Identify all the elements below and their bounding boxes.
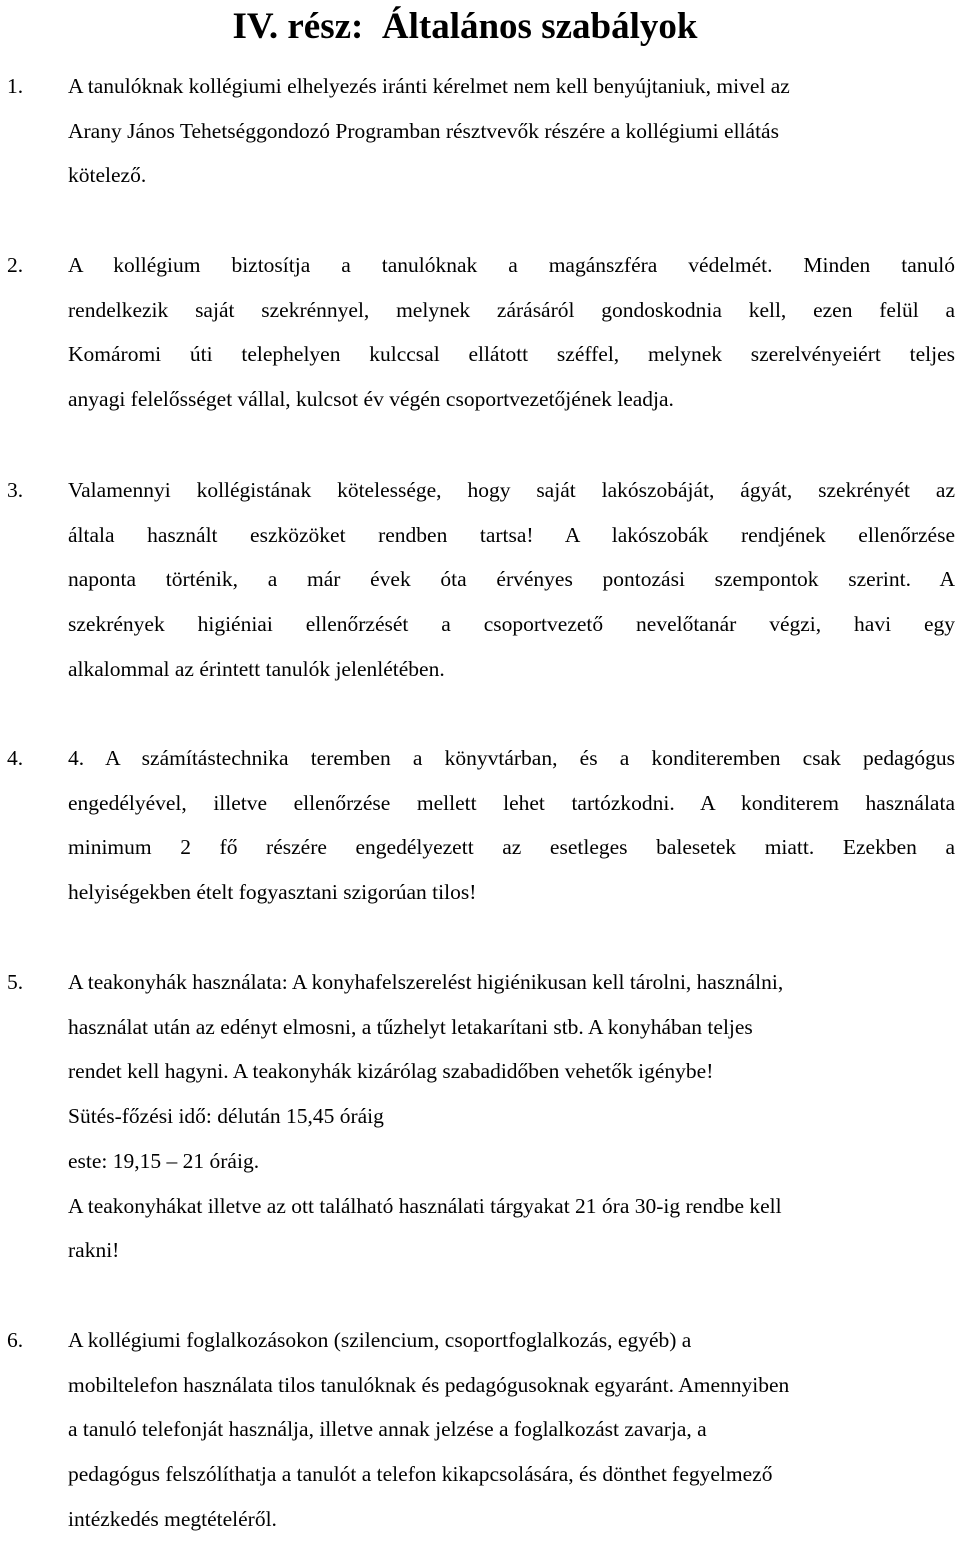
rule-line: naponta történik, a már évek óta érvényes pontozási szempontok szerint. A [68,567,955,592]
rule-line: minimum 2 fő részére engedélyezett az esetleges balesetek miatt. Ezekben a [68,835,955,860]
rule-line: alkalommal az érintett tanulók jelenlétében. [68,656,445,681]
rule-item-5 [7,960,955,1273]
rule-line: használat után az edényt elmosni, a tűzhelyt letakarítani stb. A konyhában teljes [68,1014,753,1039]
rule-number: 6. [7,1328,24,1352]
rule-line: A tanulóknak kollégiumi elhelyezés iránti kérelmet nem kell benyújtaniuk, mivel az [68,74,790,98]
rule-item-1 [7,64,955,198]
page-title: IV. rész: Általános szabályok [232,6,698,47]
rule-line: szekrények higiéniai ellenőrzését a csoportvezető nevelőtanár végzi, havi egy [68,612,955,637]
rule-line: engedélyével, illetve ellenőrzése mellett lehet tartózkodni. A konditerem használata [68,790,955,815]
rule-item-3 [7,468,955,692]
rule-line: Valamennyi kollégistának kötelessége, hogy saját lakószobáját, ágyát, szekrényét az [68,478,955,502]
rule-line: Komáromi úti telephelyen kulccsal ellátott széffel, melynek szerelvényeiért teljes [68,342,955,367]
rule-line: rendet kell hagyni. A teakonyhák kizárólag szabadidőben vehetők igénybe! [68,1059,714,1084]
rule-number: 1. [7,74,24,98]
rule-number: 3. [7,478,24,502]
rule-number: 2. [7,253,24,277]
rule-line: Arany János Tehetséggondozó Programban résztvevők részére a kollégiumi ellátás [68,118,779,143]
rule-line: mobiltelefon használata tilos tanulóknak és pedagógusoknak egyaránt. Amennyiben [68,1372,790,1397]
rule-line: rendelkezik saját szekrénnyel, melynek zárásáról gondoskodnia kell, ezen felül a [68,297,955,322]
rule-line: A teakonyhák használata: A konyhafelszerelést higiénikusan kell tárolni, használni, [68,970,784,994]
rule-line: kötelező. [68,163,147,188]
rule-line: A kollégiumi foglalkozásokon (szilencium, csoportfoglalkozás, egyéb) a [68,1328,692,1352]
rule-item-6 [7,1318,955,1542]
rule-line: este: 19,15 – 21 óráig. [68,1148,260,1173]
rule-item-4 [7,736,955,915]
rule-line: rakni! [68,1238,120,1263]
rule-line: a tanuló telefonját használja, illetve annak jelzése a foglalkozást zavarja, a [68,1417,707,1442]
rule-number: 4. [7,746,24,770]
rule-line: intézkedés megtételéről. [68,1506,277,1531]
rule-line: anyagi felelősséget vállal, kulcsot év végén csoportvezetőjének leadja. [68,387,674,412]
rule-number: 5. [7,970,24,994]
rule-line: A teakonyhákat illetve az ott található használati tárgyakat 21 óra 30-ig rendbe kell [68,1193,782,1218]
rule-line: A kollégium biztosítja a tanulóknak a magánszféra védelmét. Minden tanuló [68,253,955,277]
rule-line: általa használt eszközöket rendben tartsa! A lakószobák rendjének ellenőrzése [68,522,955,547]
rule-line: helyiségekben ételt fogyasztani szigorúan tilos! [68,880,477,905]
rule-item-2 [7,243,955,422]
rule-line: Sütés-főzési idő: délután 15,45 óráig [68,1104,384,1129]
rule-line: 4. A számítástechnika teremben a könyvtárban, és a konditeremben csak pedagógus [68,746,955,770]
rule-line: pedagógus felszólíthatja a tanulót a telefon kikapcsolására, és dönthet fegyelmező [68,1462,773,1487]
